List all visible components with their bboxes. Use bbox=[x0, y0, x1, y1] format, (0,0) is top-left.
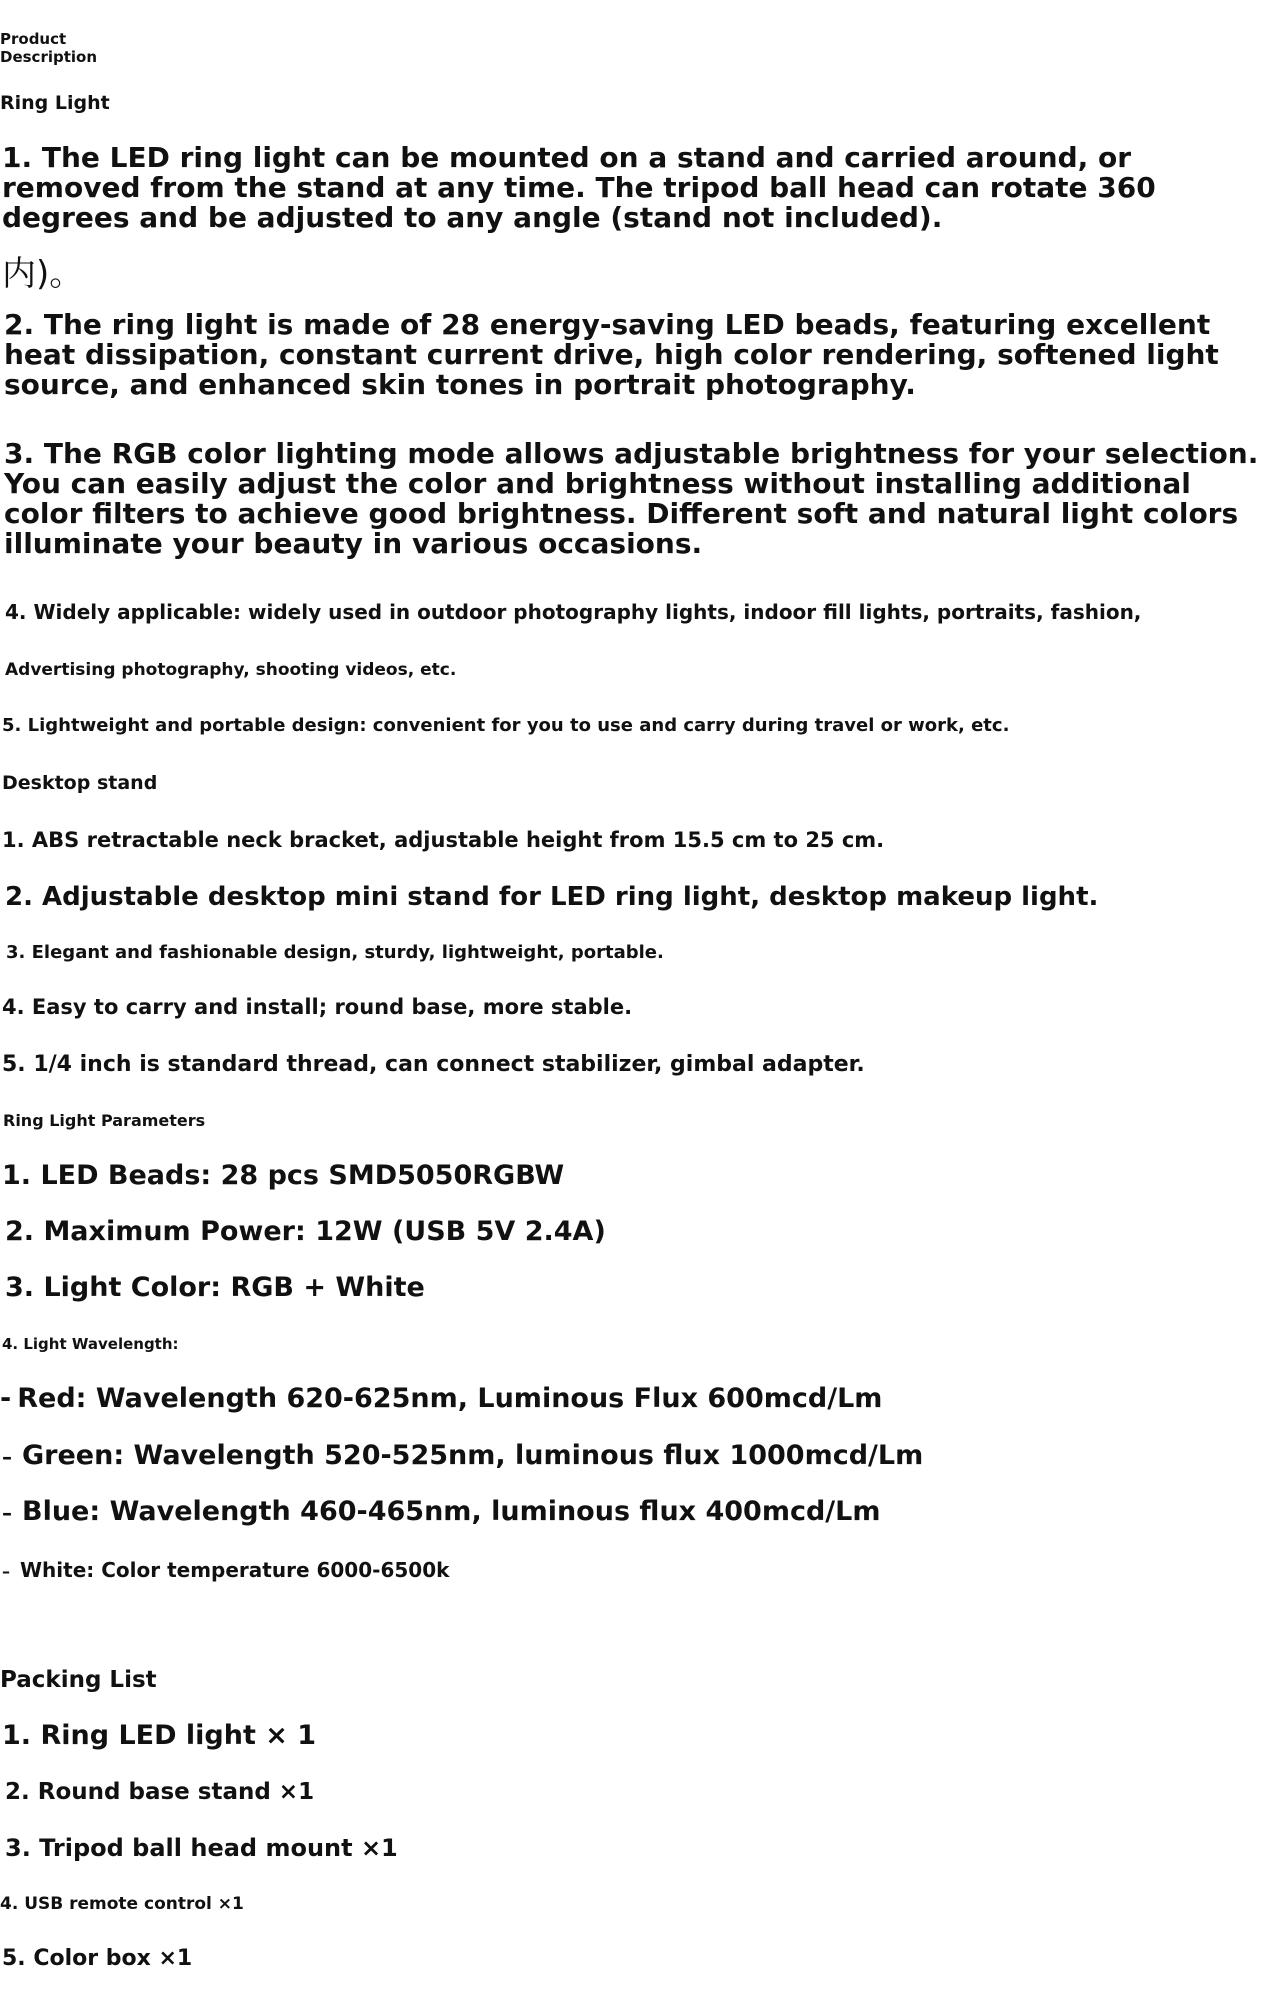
bullet-dash: – bbox=[2, 1501, 12, 1525]
color-temperature-white bbox=[2, 1558, 449, 1582]
wavelength-red bbox=[0, 1383, 882, 1415]
parameter-max-power: 2. Maximum Power: 12W (USB 5V 2.4A) bbox=[5, 1216, 606, 1247]
ring-light-item-2: 2. The ring light is made of 28 energy-saving LED beads, featuring excellent heat dissipation, constant current drive, high color rendering, softened light source, and enhanced skin tones in portrait photography. bbox=[4, 308, 1219, 401]
packing-item-remote: 4. USB remote control ×1 bbox=[0, 1894, 244, 1914]
color-temperature-text: White: Color temperature 6000-6500k bbox=[20, 1558, 450, 1582]
ring-light-item-3: 3. The RGB color lighting mode allows adjustable brightness for your selection. You can easily adjust the color and brightness without installing additional color filters to achieve good brightness. Different soft and natural light colors illuminate your beauty in various occasions. bbox=[4, 437, 1259, 560]
packing-list-heading: Packing List bbox=[0, 1667, 157, 1693]
ring-light-heading: Ring Light bbox=[0, 92, 110, 114]
ring-light-item-1: 1. The LED ring light can be mounted on a stand and carried around, or removed from the stand at any time. The tripod ball head can rotate 360 degrees and be adjusted to any angle (stand not included). bbox=[2, 141, 1156, 234]
packing-item-ball-head: 3. Tripod ball head mount ×1 bbox=[5, 1834, 398, 1862]
desktop-stand-item-5: 5. 1/4 inch is standard thread, can connect stabilizer, gimbal adapter. bbox=[2, 1052, 865, 1077]
ring-light-item-4a: 4. Widely applicable: widely used in outdoor photography lights, indoor fill lights, portraits, fashion, bbox=[5, 600, 1142, 624]
desktop-stand-item-4: 4. Easy to carry and install; round base, more stable. bbox=[2, 995, 633, 1019]
desktop-stand-heading: Desktop stand bbox=[2, 772, 158, 794]
parameter-light-color: 3. Light Color: RGB + White bbox=[5, 1272, 425, 1303]
product-description-label: Product Description bbox=[0, 30, 98, 66]
parameters-heading: Ring Light Parameters bbox=[3, 1111, 206, 1130]
desktop-stand-item-1: 1. ABS retractable neck bracket, adjustable height from 15.5 cm to 25 cm. bbox=[2, 828, 885, 852]
residual-text: 内)。 bbox=[2, 254, 84, 294]
bullet-dash: – bbox=[2, 1562, 10, 1581]
bullet-dash: – bbox=[2, 1445, 12, 1469]
desktop-stand-item-3: 3. Elegant and fashionable design, sturdy, lightweight, portable. bbox=[6, 942, 664, 963]
wavelength-green bbox=[2, 1440, 923, 1472]
wavelength-red-text: Red: Wavelength 620-625nm, Luminous Flux 600mcd/Lm bbox=[17, 1383, 883, 1414]
bullet-dash: - bbox=[0, 1383, 12, 1414]
ring-light-item-5: 5. Lightweight and portable design: convenient for you to use and carry during travel or work, etc. bbox=[2, 715, 1010, 736]
ring-light-item-4b: Advertising photography, shooting videos, etc. bbox=[5, 660, 457, 680]
parameter-wavelength-heading: 4. Light Wavelength: bbox=[2, 1335, 179, 1353]
wavelength-blue-text: Blue: Wavelength 460-465nm, luminous flux 400mcd/Lm bbox=[22, 1496, 881, 1527]
packing-item-color-box: 5. Color box ×1 bbox=[2, 1946, 193, 1971]
parameter-led-beads: 1. LED Beads: 28 pcs SMD5050RGBW bbox=[2, 1160, 565, 1191]
desktop-stand-item-2: 2. Adjustable desktop mini stand for LED ring light, desktop makeup light. bbox=[5, 882, 1099, 912]
packing-item-base-stand: 2. Round base stand ×1 bbox=[5, 1779, 315, 1805]
packing-item-ring-light: 1. Ring LED light × 1 bbox=[2, 1720, 317, 1751]
wavelength-blue bbox=[2, 1496, 881, 1528]
wavelength-green-text: Green: Wavelength 520-525nm, luminous flux 1000mcd/Lm bbox=[22, 1440, 924, 1471]
